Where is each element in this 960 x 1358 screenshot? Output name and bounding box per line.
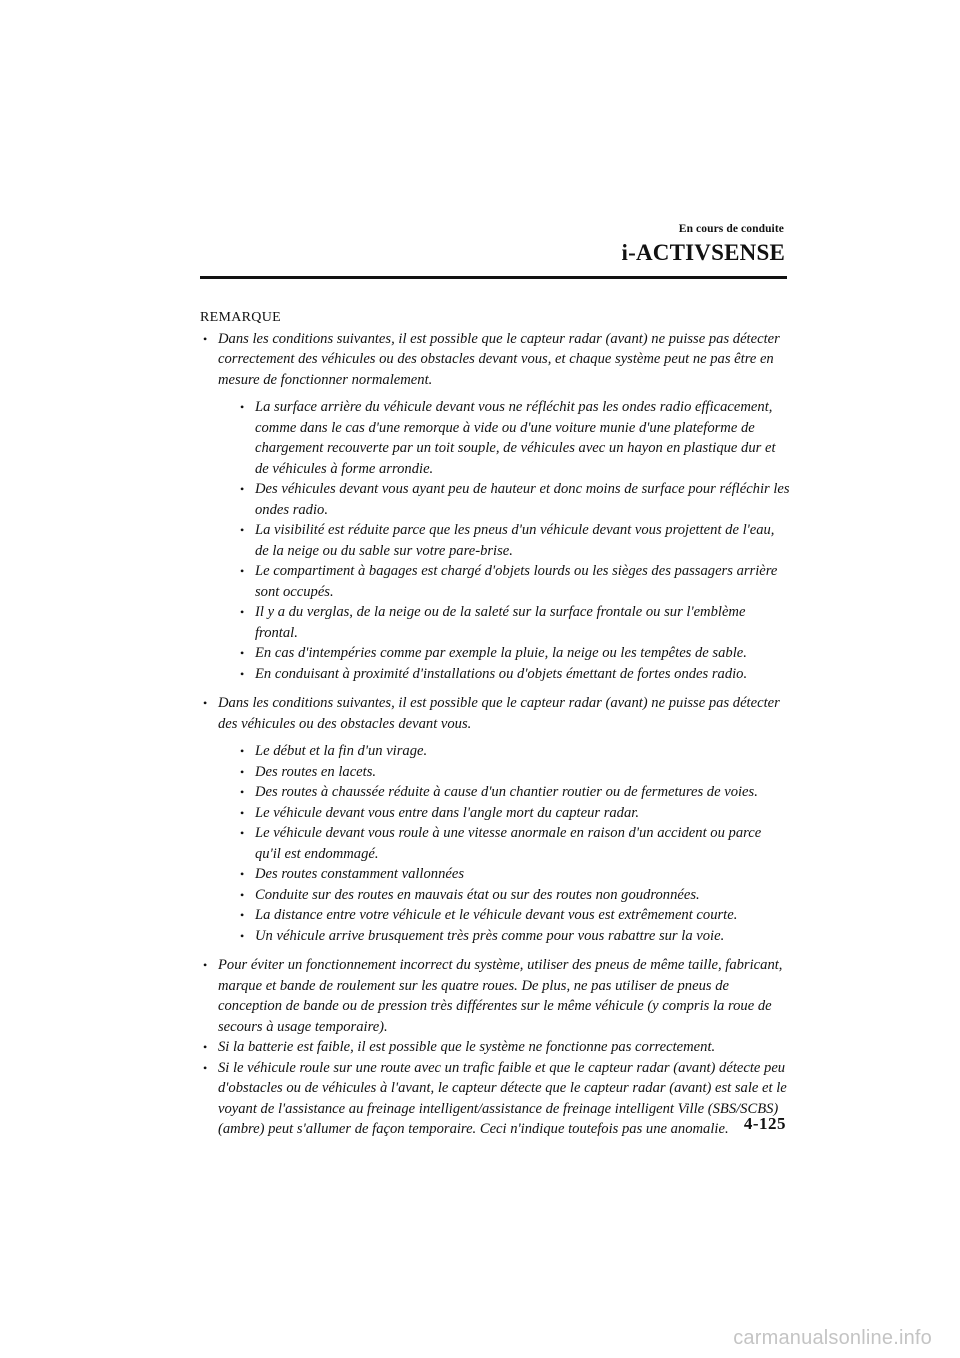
note-list — [200, 329, 790, 1140]
note-item-text: Pour éviter un fonctionnement incorrect du système, utiliser des pneus de même taille, fabricant, marque et bande de roulement sur les quatre roues. De plus, ne pas utiliser de pneus de conception de bande ou de pression très différentes sur le même véhicule (y compris la roue de secours à usage temporaire). — [218, 957, 783, 1035]
note-item — [200, 1037, 790, 1058]
note-item — [200, 1058, 790, 1140]
note-sublist — [218, 741, 790, 946]
bullet-icon: • — [240, 826, 245, 840]
bullet-icon: • — [240, 605, 245, 619]
note-item-text: Dans les conditions suivantes, il est possible que le capteur radar (avant) ne puisse pas détecter des véhicules ou des obstacles devant vous. — [218, 695, 780, 732]
bullet-icon: • — [240, 764, 245, 779]
note-sublist — [218, 397, 790, 684]
note-subitem-text: Le compartiment à bagages est chargé d'objets lourds ou les sièges des passagers arrière sont occupés. — [255, 563, 778, 600]
bullet-icon: • — [240, 867, 245, 881]
note-subitem-text: Des routes constamment vallonnées — [255, 866, 465, 882]
watermark-text: carmanualsonline.info — [733, 1327, 932, 1349]
note-subitem-text: Le début et la fin d'un virage. — [255, 743, 428, 759]
note-subitem — [218, 905, 790, 926]
note-subitem-text: En conduisant à proximité d'installations ou d'objets émettant de fortes ondes radio. — [255, 665, 748, 682]
bullet-icon: • — [240, 785, 245, 799]
note-subitem — [218, 561, 790, 602]
bullet-icon: • — [240, 744, 245, 758]
bullet-icon: • — [240, 523, 245, 537]
note-subitem — [218, 803, 790, 824]
note-subitem — [218, 864, 790, 885]
bullet-icon: • — [203, 1060, 208, 1075]
bullet-icon: • — [203, 1040, 208, 1054]
note-subitem — [218, 926, 790, 947]
note-subitem — [218, 762, 790, 783]
bullet-icon: • — [203, 696, 208, 710]
bullet-icon: • — [203, 958, 208, 972]
note-subitem — [218, 397, 790, 479]
note-item — [200, 329, 790, 685]
note-subitem — [218, 782, 790, 803]
note-subitem-text: En cas d'intempéries comme par exemple la pluie, la neige ou les tempêtes de sable. — [255, 645, 747, 661]
note-item — [200, 693, 790, 946]
bullet-icon: • — [203, 331, 208, 346]
note-subitem-text: Le véhicule devant vous entre dans l'angle mort du capteur radar. — [255, 804, 639, 821]
bullet-icon: • — [240, 666, 245, 681]
note-subitem — [218, 479, 790, 520]
header-divider — [200, 276, 787, 279]
note-subitem — [218, 823, 790, 864]
bullet-icon: • — [240, 805, 245, 820]
note-subitem-text: Un véhicule arrive brusquement très près comme pour vous rabattre sur la voie. — [255, 927, 725, 944]
note-subitem-text: La distance entre votre véhicule et le véhicule devant vous est extrêmement courte. — [255, 907, 738, 923]
bullet-icon: • — [240, 400, 245, 414]
note-subitem-text: Des routes en lacets. — [255, 763, 377, 780]
bullet-icon: • — [240, 887, 245, 902]
note-item-text: Si la batterie est faible, il est possible que le système ne fonctionne pas correctement. — [218, 1039, 716, 1055]
note-subitem-text: Conduite sur des routes en mauvais état ou sur des routes non goudronnées. — [255, 886, 700, 903]
bullet-icon: • — [240, 908, 245, 922]
bullet-icon: • — [240, 646, 245, 660]
note-block — [200, 308, 790, 1140]
note-heading: REMARQUE — [200, 310, 281, 325]
note-subitem-text: Le véhicule devant vous roule à une vitesse anormale en raison d'un accident ou parce qu'il est endommagé. — [255, 825, 762, 862]
note-subitem — [218, 741, 790, 762]
bullet-icon: • — [240, 928, 245, 943]
page-number: 4-125 — [743, 1114, 786, 1133]
note-subitem-text: La visibilité est réduite parce que les pneus d'un véhicule devant vous projettent de l'eau, de la neige ou du sable sur votre pare-brise. — [255, 522, 775, 559]
section-label: En cours de conduite — [678, 223, 784, 235]
note-subitem — [218, 885, 790, 906]
note-item-text: Si le véhicule roule sur une route avec un trafic faible et que le capteur radar (avant) détecte peu d'obstacles ou de véhicules à l'avant, le capteur détecte que le capteur radar (avant) est sale et le voyant de l'assistance au freinage intelligent/assistance de freinage intelligent Ville (SBS/SCBS) (ambre) peut s'allumer de façon temporaire. Ceci n'indique toutefois pas une anomalie. — [218, 1059, 787, 1137]
page-title: i-ACTIVSENSE — [621, 240, 785, 265]
note-item-text: Dans les conditions suivantes, il est possible que le capteur radar (avant) ne puisse pas détecter correctement des véhicules ou des obstacles devant vous, et chaque système peut ne pas être en mesure de fonctionner normalement. — [218, 330, 780, 388]
note-subitem-text: Des véhicules devant vous ayant peu de hauteur et donc moins de surface pour réfléchir les ondes radio. — [255, 481, 790, 518]
note-subitem-text: Il y a du verglas, de la neige ou de la saleté sur la surface frontale ou sur l'emblème frontal. — [255, 604, 746, 641]
note-item — [200, 955, 790, 1037]
note-subitem — [218, 643, 790, 664]
note-subitem — [218, 664, 790, 685]
note-subitem-text: La surface arrière du véhicule devant vous ne réfléchit pas les ondes radio efficacement, comme dans le cas d'une remorque à vide ou d'une voiture munie d'une plateforme de chargement recouverte par un toit souple, de véhicules avec un hayon en plastique dur et de véhicules à forme arrondie. — [255, 399, 776, 477]
note-subitem-text: Des routes à chaussée réduite à cause d'un chantier routier ou de fermetures de voies. — [255, 784, 758, 800]
note-subitem — [218, 602, 790, 643]
bullet-icon: • — [240, 482, 245, 496]
bullet-icon: • — [240, 564, 245, 578]
note-subitem — [218, 520, 790, 561]
